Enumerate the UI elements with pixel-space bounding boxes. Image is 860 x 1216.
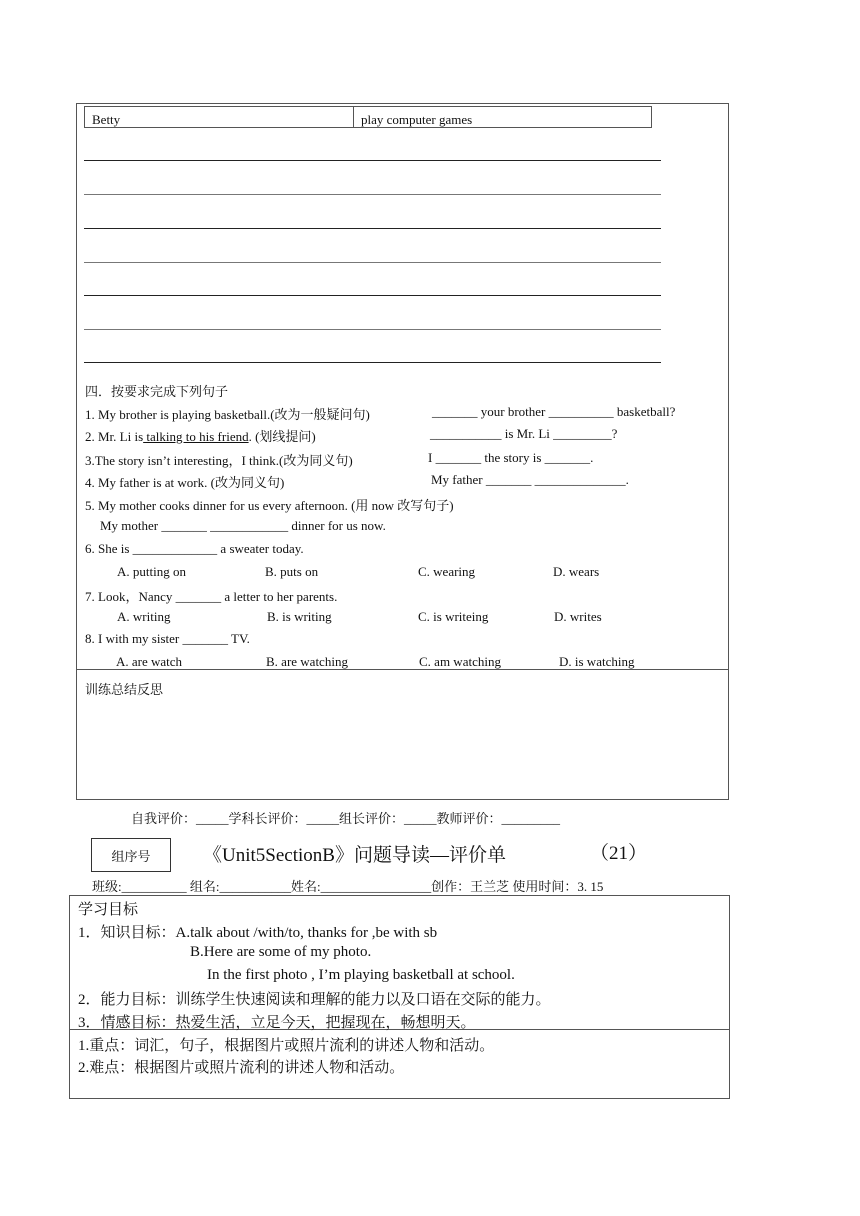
- writing-line[interactable]: [84, 295, 661, 296]
- question-2-suffix: . (划线提问): [248, 429, 316, 444]
- group-number-box: [91, 838, 171, 872]
- question-3-answer: I _______ the story is _______.: [428, 450, 594, 465]
- info-line: 班级:__________ 组名:___________姓名:_________________创作：王兰芝 使用时间：3. 15: [92, 879, 604, 894]
- question-7-option-d[interactable]: D. writes: [554, 609, 602, 624]
- table-cell-name: Betty: [92, 112, 121, 127]
- key-point-difficulty: 2.难点：根据图片或照片流利的讲述人物和活动。: [78, 1060, 405, 1076]
- objective-knowledge-c: In the first photo , I’m playing basketball at school.: [207, 967, 515, 983]
- writing-line[interactable]: [84, 160, 661, 161]
- group-number-label: 组序号: [111, 848, 151, 864]
- question-8: 8. I with my sister _______ TV.: [85, 631, 250, 646]
- objective-knowledge: 1．知识目标：A.talk about /with/to, thanks for ,be with sb: [78, 925, 438, 941]
- question-3: 3.The story isn’t interesting，I think.(改为同义句): [85, 453, 353, 468]
- question-8-option-d[interactable]: D. is watching: [559, 654, 635, 669]
- table-cell-activity: play computer games: [361, 112, 473, 127]
- worksheet-title: 《Unit5SectionB》问题导读—评价单: [203, 845, 506, 866]
- key-point-focus: 1.重点：词汇，句子，根据图片或照片流利的讲述人物和活动。: [78, 1038, 495, 1054]
- question-5: 5. My mother cooks dinner for us every afternoon. (用 now 改写句子): [85, 498, 454, 513]
- question-8-option-a[interactable]: A. are watch: [116, 654, 183, 669]
- question-1-answer: _______ your brother __________ basketball?: [432, 404, 676, 419]
- question-6: 6. She is _____________ a sweater today.: [85, 541, 304, 556]
- question-7: 7. Look，Nancy _______ a letter to her parents.: [85, 589, 338, 604]
- question-2-prefix: 2. Mr. Li is: [85, 429, 144, 444]
- question-7-option-a[interactable]: A. writing: [117, 609, 171, 624]
- question-7-option-b[interactable]: B. is writing: [267, 609, 332, 624]
- question-6-option-b[interactable]: B. puts on: [265, 564, 319, 579]
- writing-line[interactable]: [84, 329, 661, 330]
- objective-emotion: 3．情感目标：热爱生活，立足今天，把握现在，畅想明天。: [78, 1015, 476, 1031]
- writing-line[interactable]: [84, 362, 661, 363]
- writing-line[interactable]: [84, 228, 661, 229]
- objectives-heading: 学习目标: [78, 902, 139, 918]
- question-2-underlined: talking to his friend: [143, 429, 249, 444]
- objective-ability: 2．能力目标：训练学生快速阅读和理解的能力以及口语在交际的能力。: [78, 992, 551, 1008]
- writing-line[interactable]: [84, 194, 661, 195]
- question-2: [85, 426, 316, 445]
- question-4: 4. My father is at work. (改为同义句): [85, 475, 285, 490]
- question-1: 1. My brother is playing basketball.(改为一般疑问句): [85, 407, 370, 422]
- objective-knowledge-b: B.Here are some of my photo.: [190, 944, 372, 960]
- evaluation-line: 自我评价：_____学科长评价：_____组长评价：_____教师评价：_________: [131, 811, 561, 826]
- question-5-answer: My mother _______ ____________ dinner for us now.: [100, 518, 386, 533]
- question-8-option-c[interactable]: C. am watching: [419, 654, 501, 669]
- question-4-answer: My father _______ ______________.: [431, 472, 629, 487]
- writing-line[interactable]: [84, 262, 661, 263]
- question-8-option-b[interactable]: B. are watching: [266, 654, 348, 669]
- question-2-answer: ___________ is Mr. Li _________?: [430, 426, 618, 441]
- section-heading: 四．按要求完成下列句子: [85, 384, 229, 399]
- question-6-option-a[interactable]: A. putting on: [117, 564, 186, 579]
- question-6-option-c[interactable]: C. wearing: [418, 564, 476, 579]
- worksheet-number: （21）: [590, 843, 648, 864]
- reflection-label: 训练总结反思: [85, 682, 164, 697]
- table-divider: [353, 107, 354, 127]
- question-6-option-d[interactable]: D. wears: [553, 564, 600, 579]
- question-7-option-c[interactable]: C. is writeing: [418, 609, 489, 624]
